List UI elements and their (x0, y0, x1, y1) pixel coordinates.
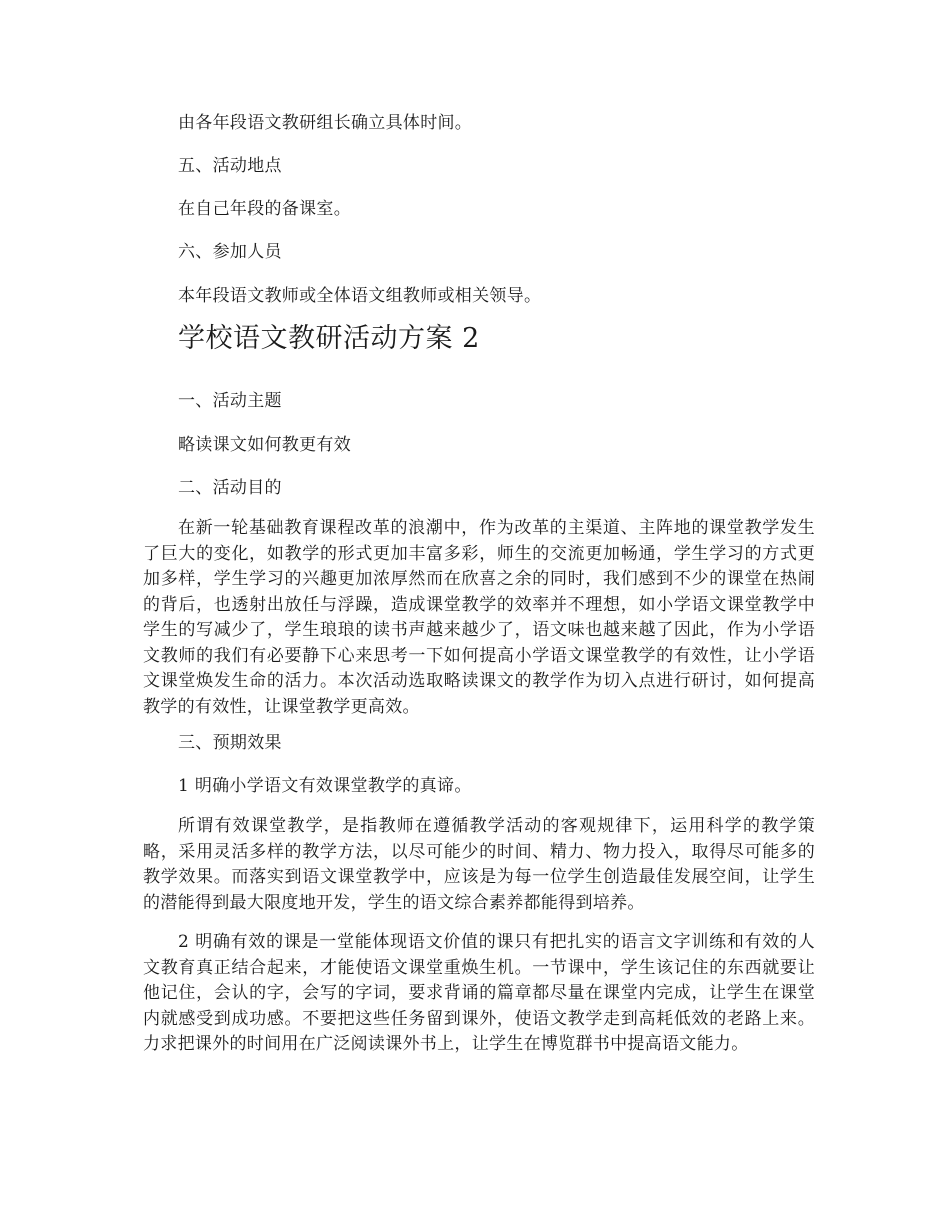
purpose-paragraph: 在新一轮基础教育课程改革的浪潮中，作为改革的主渠道、主阵地的课堂教学发生了巨大的变化，如教学的形式更加丰富多彩，师生的交流更加畅通，学生学习的方式更加多样，学生学习的兴趣更加浓厚然而在欣喜之余的同时，我们感到不少的课堂在热闹的背后，也透射出放任与浮躁，造成课堂教学的效率并不理想，如小学语文课堂教学中学生的写减少了，学生琅琅的读书声越来越少了，语文味也越来越了因此，作为小学语文教师的我们有必要静下心来思考一下如何提高小学语文课堂教学的有效性，让小学语文课堂焕发生命的活力。本次活动选取略读课文的教学作为切入点进行研讨，如何提高教学的有效性，让课堂教学更高效。 (143, 518, 815, 717)
paragraph-effective-teaching: 所谓有效课堂教学，是指教师在遵循教学活动的客观规律下，运用科学的教学策略，采用灵活多样的教学方法，以尽可能少的时间、精力、物力投入，取得尽可能多的教学效果。而落实到语文课堂教学中，应该是为每一位学生创造最佳发展空间，让学生的潜能得到最大限度地开发，学生的语文综合素养都能得到培养。 (143, 816, 815, 913)
theme-line: 略读课文如何教更有效 (178, 435, 351, 455)
heading-participants: 六、参加人员 (178, 242, 282, 262)
heading-theme: 一、活动主题 (178, 391, 282, 411)
location-line: 在自己年段的备课室。 (178, 199, 351, 219)
heading-purpose: 二、活动目的 (178, 478, 282, 498)
heading-expected-effect: 三、预期效果 (178, 733, 282, 753)
time-line: 由各年段语文教研组长确立具体时间。 (178, 113, 473, 133)
participants-line: 本年段语文教师或全体语文组教师或相关领导。 (178, 286, 542, 306)
heading-location: 五、活动地点 (178, 156, 282, 176)
section-title: 学校语文教研活动方案 2 (178, 323, 480, 354)
item-1: 1 明确小学语文有效课堂教学的真谛。 (178, 776, 472, 796)
paragraph-item-2: 2 明确有效的课是一堂能体现语文价值的课只有把扎实的语言文字训练和有效的人文教育真正结合起来，才能使语文课堂重焕生机。一节课中，学生该记住的东西就要让他记住，会认的字，会写的字词，要求背诵的篇章都尽量在课堂内完成，让学生在课堂内就感受到成功感。不要把这些任务留到课外，使语文教学走到高耗低效的老路上来。力求把课外的时间用在广泛阅读课外书上，让学生在博览群书中提高语文能力。 (143, 932, 815, 1054)
